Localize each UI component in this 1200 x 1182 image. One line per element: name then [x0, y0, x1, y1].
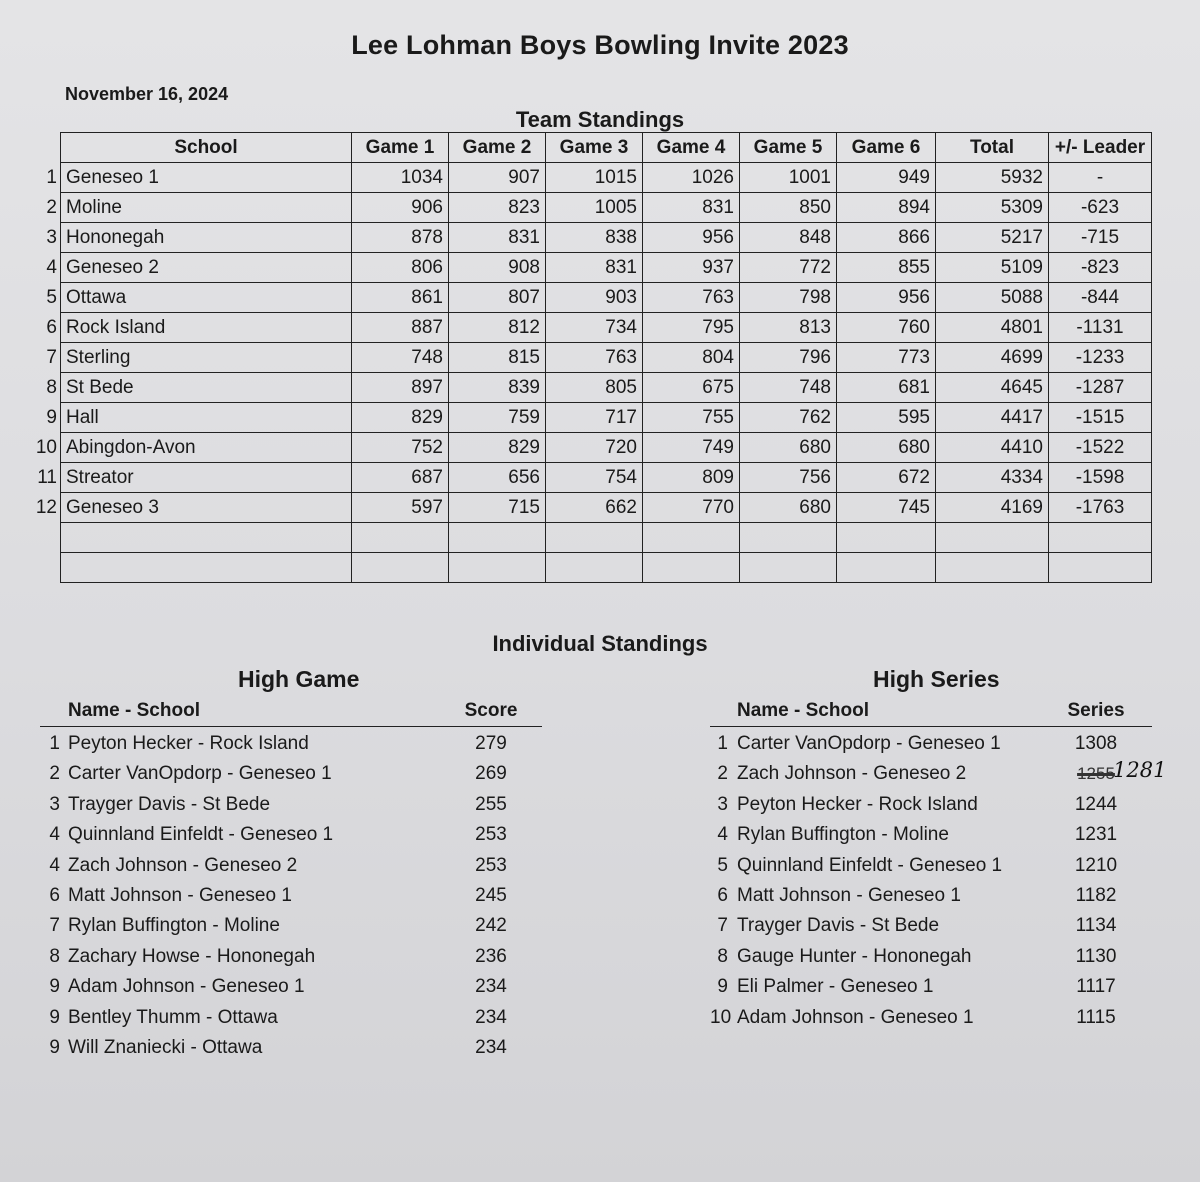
team-school-name: Abingdon-Avon	[66, 436, 196, 458]
team-total-cell: 4699	[936, 343, 1049, 373]
team-g6-cell: 672	[837, 463, 936, 493]
team-school-cell	[46, 193, 352, 223]
team-g3-cell: 805	[546, 373, 643, 403]
team-g2-cell: 759	[449, 403, 546, 433]
high-game-rank: 7	[49, 915, 60, 937]
high-series-score: 1134	[1075, 915, 1117, 937]
high-game-rank: 9	[49, 976, 60, 998]
high-series-rank: 8	[717, 945, 728, 967]
team-table-header	[61, 133, 1152, 163]
team-total-cell: 5932	[936, 163, 1049, 193]
high-game-row	[40, 1033, 542, 1063]
col-school: School	[61, 133, 352, 163]
high-series-score: 1244	[1074, 793, 1118, 815]
high-game-bowler-name: Quinnland Einfeldt - Geneseo 1	[68, 824, 334, 846]
team-row	[61, 403, 1152, 433]
team-g2-cell: 908	[449, 253, 546, 283]
high-game-row	[40, 972, 542, 1002]
high-series-score: 1182	[1075, 884, 1117, 906]
team-school-name: Geneseo 3	[66, 496, 159, 518]
high-series-row	[710, 1003, 1152, 1033]
team-rank: 9	[46, 406, 57, 428]
col-leader: +/- Leader	[1049, 133, 1152, 163]
team-leader-diff-cell: -1233	[1049, 343, 1152, 373]
team-g2-cell: 815	[449, 343, 546, 373]
team-rank: 2	[46, 196, 57, 218]
team-g3-cell: 838	[546, 223, 643, 253]
high-series-bowler-name: Matt Johnson - Geneseo 1	[737, 884, 961, 906]
team-school-cell	[46, 163, 352, 193]
high-series-row	[710, 790, 1152, 820]
high-game-bowler-name: Carter VanOpdorp - Geneseo 1	[68, 763, 332, 785]
team-school-cell	[46, 403, 352, 433]
team-rank: 12	[35, 496, 57, 518]
team-g1-cell: 861	[352, 283, 449, 313]
high-game-row	[40, 820, 542, 850]
team-school-name: Streator	[66, 466, 134, 488]
team-g5-cell: 848	[740, 223, 837, 253]
empty-cell	[643, 523, 740, 553]
empty-cell	[1049, 523, 1152, 553]
team-g2-cell: 812	[449, 313, 546, 343]
high-series-row	[710, 972, 1152, 1002]
team-total-cell: 5217	[936, 223, 1049, 253]
high-series-row	[710, 820, 1152, 850]
high-series-rank: 4	[717, 824, 728, 846]
team-g4-cell: 809	[643, 463, 740, 493]
team-g3-cell: 734	[546, 313, 643, 343]
team-total-cell: 4645	[936, 373, 1049, 403]
team-g5-cell: 1001	[740, 163, 837, 193]
high-series-score: 1210	[1074, 854, 1118, 876]
high-series-row	[710, 758, 1167, 789]
high-game-score: 279	[475, 733, 507, 754]
team-g6-cell: 855	[837, 253, 936, 283]
team-g3-cell: 1015	[546, 163, 643, 193]
team-total-cell: 5309	[936, 193, 1049, 223]
team-g2-cell: 715	[449, 493, 546, 523]
team-g5-cell: 772	[740, 253, 837, 283]
team-g5-cell: 680	[740, 493, 837, 523]
team-g6-cell: 956	[837, 283, 936, 313]
team-standings-title: Team Standings	[515, 107, 685, 132]
team-leader-diff-cell: -1515	[1049, 403, 1152, 433]
team-g2-cell: 831	[449, 223, 546, 253]
team-row	[61, 373, 1152, 403]
col-game-4: Game 4	[643, 133, 740, 163]
team-g3-cell: 831	[546, 253, 643, 283]
empty-cell	[61, 523, 352, 553]
team-school-name: Ottawa	[66, 286, 127, 308]
high-series-col-name: Name - School	[737, 700, 869, 721]
high-series-title: High Series	[873, 666, 1000, 692]
high-series-bowler-name: Peyton Hecker - Rock Island	[737, 793, 978, 815]
team-row	[61, 313, 1152, 343]
team-g3-cell: 754	[546, 463, 643, 493]
high-series-rank: 6	[717, 884, 728, 906]
team-school-name: St Bede	[66, 376, 134, 398]
team-row	[61, 433, 1152, 463]
empty-cell	[643, 553, 740, 583]
team-total-cell: 4169	[936, 493, 1049, 523]
team-school-cell	[46, 313, 352, 343]
team-rank: 6	[46, 316, 57, 338]
team-g2-cell: 829	[449, 433, 546, 463]
empty-cell	[449, 553, 546, 583]
team-g5-cell: 680	[740, 433, 837, 463]
high-series-bowler-name: Quinnland Einfeldt - Geneseo 1	[737, 854, 1003, 876]
high-series-bowler-name: Gauge Hunter - Hononegah	[737, 945, 972, 967]
empty-cell	[837, 523, 936, 553]
event-date: November 16, 2024	[65, 84, 229, 104]
team-g4-cell: 795	[643, 313, 740, 343]
empty-cell	[740, 553, 837, 583]
high-game-row	[40, 911, 542, 941]
team-school-cell	[46, 343, 352, 373]
team-g1-cell: 806	[352, 253, 449, 283]
high-game-rank: 3	[49, 793, 60, 815]
team-g5-cell: 813	[740, 313, 837, 343]
team-g4-cell: 937	[643, 253, 740, 283]
high-series-row	[710, 911, 1152, 941]
high-series-score: 1231	[1074, 824, 1118, 846]
high-game-bowler-name: Zachary Howse - Hononegah	[68, 945, 316, 967]
high-game-col-score: Score	[464, 700, 518, 721]
empty-cell	[449, 523, 546, 553]
empty-cell	[837, 553, 936, 583]
high-series-rank: 10	[710, 1006, 732, 1028]
high-series-bowler-name: Adam Johnson - Geneseo 1	[737, 1006, 974, 1028]
team-g6-cell: 745	[837, 493, 936, 523]
empty-cell	[936, 523, 1049, 553]
team-row-empty	[61, 553, 1152, 583]
team-g1-cell: 906	[352, 193, 449, 223]
team-g4-cell: 1026	[643, 163, 740, 193]
high-game-rank: 4	[49, 824, 60, 846]
team-rank: 7	[46, 346, 57, 368]
high-game-score: 242	[475, 915, 507, 937]
high-game-score: 234	[475, 1006, 507, 1028]
high-game-row	[40, 851, 542, 881]
team-g4-cell: 804	[643, 343, 740, 373]
col-game-2: Game 2	[449, 133, 546, 163]
team-g5-cell: 756	[740, 463, 837, 493]
high-game-row	[40, 942, 542, 972]
high-game-score: 234	[475, 976, 507, 998]
high-series-score: 1117	[1076, 976, 1116, 998]
high-game-rank: 1	[49, 733, 60, 754]
high-game-bowler-name: Adam Johnson - Geneseo 1	[68, 976, 305, 998]
team-leader-diff-cell: -844	[1049, 283, 1152, 313]
team-leader-diff-cell: -1287	[1049, 373, 1152, 403]
team-leader-diff-cell: -1522	[1049, 433, 1152, 463]
team-total-cell: 4410	[936, 433, 1049, 463]
team-g1-cell: 748	[352, 343, 449, 373]
team-leader-diff-cell: -1131	[1049, 313, 1152, 343]
team-g1-cell: 687	[352, 463, 449, 493]
team-total-cell: 4334	[936, 463, 1049, 493]
team-school-cell	[35, 433, 352, 463]
high-series-rank: 1	[717, 733, 728, 754]
empty-cell	[352, 553, 449, 583]
team-g1-cell: 1034	[352, 163, 449, 193]
team-row	[61, 343, 1152, 373]
team-g6-cell: 595	[837, 403, 936, 433]
team-leader-diff-cell: -623	[1049, 193, 1152, 223]
team-g4-cell: 770	[643, 493, 740, 523]
team-leader-diff-cell: -1763	[1049, 493, 1152, 523]
team-standings-table	[35, 132, 1152, 583]
high-game-header	[40, 700, 542, 727]
high-game-bowler-name: Zach Johnson - Geneseo 2	[68, 854, 298, 876]
team-g3-cell: 1005	[546, 193, 643, 223]
high-series-bowler-name: Rylan Buffington - Moline	[737, 824, 949, 846]
team-row	[61, 193, 1152, 223]
high-series-rank: 7	[717, 915, 728, 937]
team-leader-diff-cell: -715	[1049, 223, 1152, 253]
team-rank: 11	[37, 466, 57, 488]
team-total-cell: 4417	[936, 403, 1049, 433]
high-series-row	[710, 881, 1152, 911]
high-series-list	[710, 700, 1167, 1033]
team-g1-cell: 752	[352, 433, 449, 463]
empty-cell	[546, 553, 643, 583]
team-school-name: Moline	[66, 196, 122, 218]
team-rank: 10	[35, 436, 57, 458]
empty-cell	[352, 523, 449, 553]
team-g6-cell: 894	[837, 193, 936, 223]
high-series-row	[710, 729, 1152, 759]
high-series-rank: 5	[717, 854, 728, 876]
team-row	[61, 223, 1152, 253]
team-g4-cell: 755	[643, 403, 740, 433]
team-school-cell	[46, 373, 352, 403]
high-series-rank: 2	[717, 763, 728, 785]
high-series-bowler-name: Eli Palmer - Geneseo 1	[737, 976, 934, 998]
high-game-rank: 2	[49, 763, 60, 785]
team-g5-cell: 748	[740, 373, 837, 403]
high-game-bowler-name: Trayger Davis - St Bede	[68, 793, 271, 815]
team-g2-cell: 839	[449, 373, 546, 403]
team-g1-cell: 829	[352, 403, 449, 433]
high-game-row	[40, 759, 542, 789]
team-row	[61, 463, 1152, 493]
team-g1-cell: 897	[352, 373, 449, 403]
high-game-bowler-name: Matt Johnson - Geneseo 1	[68, 884, 292, 906]
high-game-score: 253	[475, 824, 507, 846]
team-g6-cell: 866	[837, 223, 936, 253]
team-rank: 4	[46, 256, 57, 278]
team-total-cell: 5109	[936, 253, 1049, 283]
empty-cell	[936, 553, 1049, 583]
high-series-rank: 3	[717, 793, 728, 815]
team-total-cell: 5088	[936, 283, 1049, 313]
team-school-cell	[35, 493, 352, 523]
high-game-score: 255	[475, 793, 507, 815]
col-total: Total	[936, 133, 1049, 163]
team-g5-cell: 762	[740, 403, 837, 433]
team-g3-cell: 763	[546, 343, 643, 373]
col-game-3: Game 3	[546, 133, 643, 163]
team-g3-cell: 662	[546, 493, 643, 523]
team-g6-cell: 680	[837, 433, 936, 463]
team-g4-cell: 831	[643, 193, 740, 223]
team-g2-cell: 807	[449, 283, 546, 313]
team-school-name: Hall	[66, 406, 99, 428]
high-series-handwritten-correction: 1281	[1113, 758, 1167, 783]
high-game-row	[40, 729, 542, 759]
team-g6-cell: 773	[837, 343, 936, 373]
team-school-cell	[46, 253, 352, 283]
high-game-score: 245	[475, 884, 507, 906]
team-g2-cell: 656	[449, 463, 546, 493]
document-title: Lee Lohman Boys Bowling Invite 2023	[351, 30, 849, 60]
team-g3-cell: 720	[546, 433, 643, 463]
high-game-title: High Game	[238, 666, 360, 692]
high-series-bowler-name: Trayger Davis - St Bede	[737, 915, 940, 937]
high-game-row	[40, 881, 542, 911]
team-school-name: Hononegah	[66, 226, 165, 248]
team-g1-cell: 887	[352, 313, 449, 343]
high-game-col-name: Name - School	[68, 700, 200, 721]
high-series-bowler-name: Carter VanOpdorp - Geneseo 1	[737, 733, 1001, 754]
team-g5-cell: 798	[740, 283, 837, 313]
high-game-score: 234	[475, 1036, 507, 1058]
team-rank: 8	[46, 376, 57, 398]
high-game-score: 253	[475, 854, 507, 876]
team-rank: 5	[46, 286, 57, 308]
team-school-name: Geneseo 1	[66, 166, 159, 188]
team-row-empty	[61, 523, 1152, 553]
team-g4-cell: 749	[643, 433, 740, 463]
col-game-5: Game 5	[740, 133, 837, 163]
team-total-cell: 4801	[936, 313, 1049, 343]
team-g5-cell: 850	[740, 193, 837, 223]
team-rank: 1	[46, 166, 57, 188]
team-g6-cell: 760	[837, 313, 936, 343]
col-game-6: Game 6	[837, 133, 936, 163]
high-game-bowler-name: Will Znaniecki - Ottawa	[68, 1036, 263, 1058]
high-game-bowler-name: Rylan Buffington - Moline	[68, 915, 280, 937]
empty-cell	[740, 523, 837, 553]
team-g4-cell: 763	[643, 283, 740, 313]
high-game-bowler-name: Peyton Hecker - Rock Island	[68, 733, 309, 754]
team-leader-diff-cell: -1598	[1049, 463, 1152, 493]
high-series-row	[710, 851, 1152, 881]
high-game-list	[40, 700, 542, 1063]
high-game-bowler-name: Bentley Thumm - Ottawa	[68, 1006, 278, 1028]
high-game-rank: 4	[49, 854, 60, 876]
team-g1-cell: 878	[352, 223, 449, 253]
team-row	[61, 493, 1152, 523]
empty-cell	[546, 523, 643, 553]
team-g1-cell: 597	[352, 493, 449, 523]
team-g4-cell: 675	[643, 373, 740, 403]
team-row	[61, 283, 1152, 313]
high-series-score-corrected	[1055, 758, 1167, 789]
team-school-cell	[37, 463, 352, 493]
high-game-score: 236	[475, 945, 507, 967]
team-g5-cell: 796	[740, 343, 837, 373]
team-leader-diff-cell: -	[1049, 163, 1152, 193]
team-school-name: Rock Island	[66, 316, 166, 338]
high-game-rank: 6	[49, 884, 60, 906]
high-series-bowler-name: Zach Johnson - Geneseo 2	[737, 763, 967, 785]
team-g6-cell: 681	[837, 373, 936, 403]
team-school-name: Geneseo 2	[66, 256, 159, 278]
team-row	[61, 253, 1152, 283]
individual-standings-title: Individual Standings	[492, 631, 708, 656]
team-rank: 3	[46, 226, 57, 248]
col-game-1: Game 1	[352, 133, 449, 163]
high-series-col-score: Series	[1067, 700, 1125, 721]
team-school-name: Sterling	[66, 346, 131, 368]
team-g2-cell: 823	[449, 193, 546, 223]
high-game-row	[40, 790, 542, 820]
team-g2-cell: 907	[449, 163, 546, 193]
team-g3-cell: 903	[546, 283, 643, 313]
empty-cell	[61, 553, 352, 583]
team-g3-cell: 717	[546, 403, 643, 433]
high-game-rank: 8	[49, 945, 60, 967]
team-g4-cell: 956	[643, 223, 740, 253]
high-series-score: 1115	[1076, 1006, 1116, 1028]
high-series-row	[710, 942, 1152, 972]
high-series-score-struck: 1255	[1077, 764, 1115, 784]
high-game-rank: 9	[49, 1036, 60, 1058]
high-game-score: 269	[475, 763, 507, 785]
team-g6-cell: 949	[837, 163, 936, 193]
high-series-score: 1308	[1074, 733, 1118, 754]
high-series-rank: 9	[717, 976, 728, 998]
team-school-cell	[46, 223, 352, 253]
team-school-cell	[46, 283, 352, 313]
team-leader-diff-cell: -823	[1049, 253, 1152, 283]
team-row	[61, 163, 1152, 193]
empty-cell	[1049, 553, 1152, 583]
high-game-row	[40, 1003, 542, 1033]
high-game-rank: 9	[49, 1006, 60, 1028]
high-series-header	[710, 700, 1152, 727]
high-series-score: 1130	[1075, 945, 1117, 967]
